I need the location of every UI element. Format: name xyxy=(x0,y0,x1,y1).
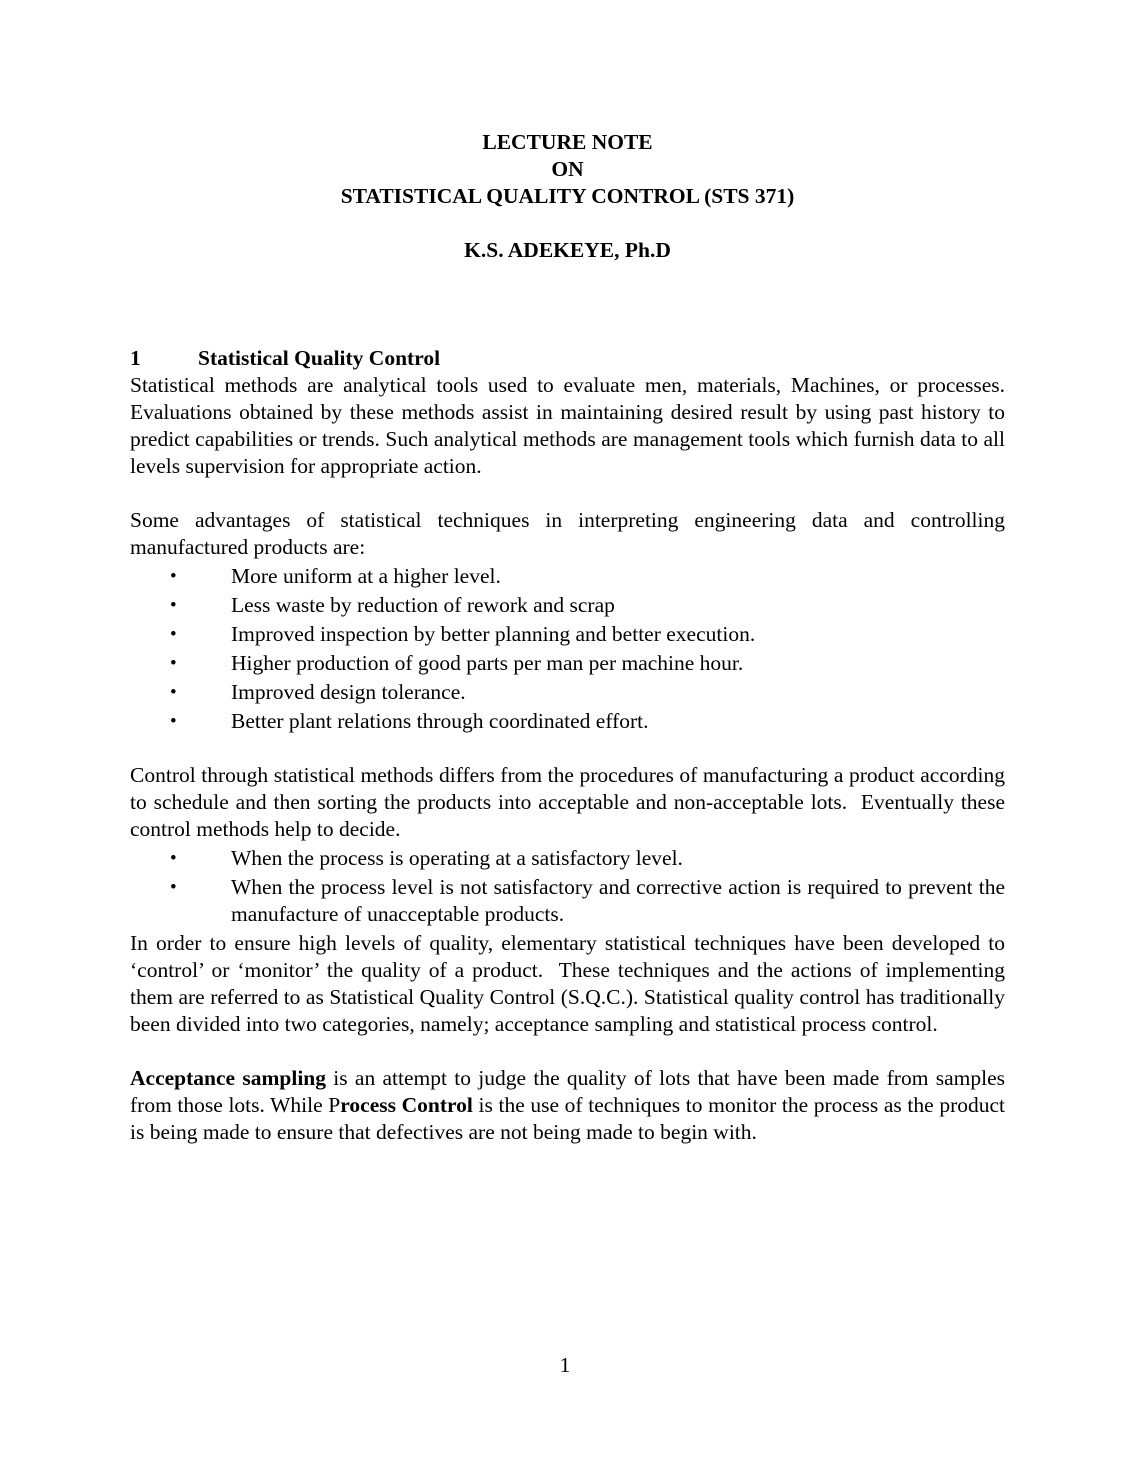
paragraph-acceptance xyxy=(130,1065,1005,1146)
decisions-list xyxy=(130,845,1005,928)
list-item xyxy=(130,621,1005,648)
section-number: 1 xyxy=(130,346,141,370)
page-number: 1 xyxy=(559,1353,571,1377)
bullet-icon: • xyxy=(170,877,177,898)
paragraph-advantages-intro: Some advantages of statistical techniques in interpreting engineering data and controlling manufactured products are: xyxy=(130,508,1005,559)
list-item xyxy=(130,563,1005,590)
list-item xyxy=(130,650,1005,677)
list-item-text: Improved design tolerance. xyxy=(231,680,466,704)
list-item-text: Improved inspection by better planning and better execution. xyxy=(231,622,756,646)
bullet-icon: • xyxy=(170,682,177,703)
bullet-icon: • xyxy=(170,595,177,616)
text-run: is the use of techniques to monitor the process as the product is being made to ensure that defectives are not being made to begin with. xyxy=(130,1093,1005,1144)
acceptance-sampling-bold-run: Acceptance sampling xyxy=(130,1066,326,1090)
list-item xyxy=(130,592,1005,619)
list-item-text: Better plant relations through coordinated effort. xyxy=(231,709,649,733)
list-item xyxy=(130,679,1005,706)
process-control-bold-run: rocess Control xyxy=(340,1093,473,1117)
list-item-text: When the process is operating at a satisfactory level. xyxy=(231,846,683,870)
paragraph-intro: Statistical methods are analytical tools used to evaluate men, materials, Machines, or processes. Evaluations obtained by these methods assist in maintaining desired result by using past history to predict capabilities or trends. Such analytical methods are management tools which furnish data to all levels supervision for appropriate action. xyxy=(130,373,1005,478)
list-item-text: When the process level is not satisfactory and corrective action is required to prevent the manufacture of unacceptable products. xyxy=(231,875,1005,926)
advantages-list xyxy=(130,563,1005,735)
title-line-2: ON xyxy=(551,157,584,181)
bullet-icon: • xyxy=(170,711,177,732)
list-item-text: Less waste by reduction of rework and scrap xyxy=(231,593,615,617)
section-title: Statistical Quality Control xyxy=(198,346,441,370)
paragraph-control-differs: Control through statistical methods differs from the procedures of manufacturing a product according to schedule and then sorting the products into acceptable and non-acceptable lots. Eventually these control methods help to decide. xyxy=(130,763,1005,841)
list-item xyxy=(130,874,1005,928)
list-item-text: Higher production of good parts per man per machine hour. xyxy=(231,651,744,675)
list-item xyxy=(130,845,1005,872)
paragraph-ensure-quality: In order to ensure high levels of quality, elementary statistical techniques have been developed to ‘control’ or ‘monitor’ the quality of a product. These techniques and the actions of implementing them are referred to as Statistical Quality Control (S.Q.C.). Statistical quality control has traditionally been divided into two categories, namely; acceptance sampling and statistical process control. xyxy=(130,931,1005,1036)
author-line: K.S. ADEKEYE, Ph.D xyxy=(464,238,671,262)
bullet-icon: • xyxy=(170,653,177,674)
title-line-1: LECTURE NOTE xyxy=(482,130,653,154)
title-line-3: STATISTICAL QUALITY CONTROL (STS 371) xyxy=(340,184,795,208)
bullet-icon: • xyxy=(170,624,177,645)
bullet-icon: • xyxy=(170,566,177,587)
title-block xyxy=(130,129,1005,264)
section-heading xyxy=(130,345,1005,372)
text-run: is an attempt to judge the quality of lots that have been made from samples from those lots. While P xyxy=(130,1066,1005,1117)
bullet-icon: • xyxy=(170,848,177,869)
list-item-text: More uniform at a higher level. xyxy=(231,564,501,588)
list-item xyxy=(130,708,1005,735)
